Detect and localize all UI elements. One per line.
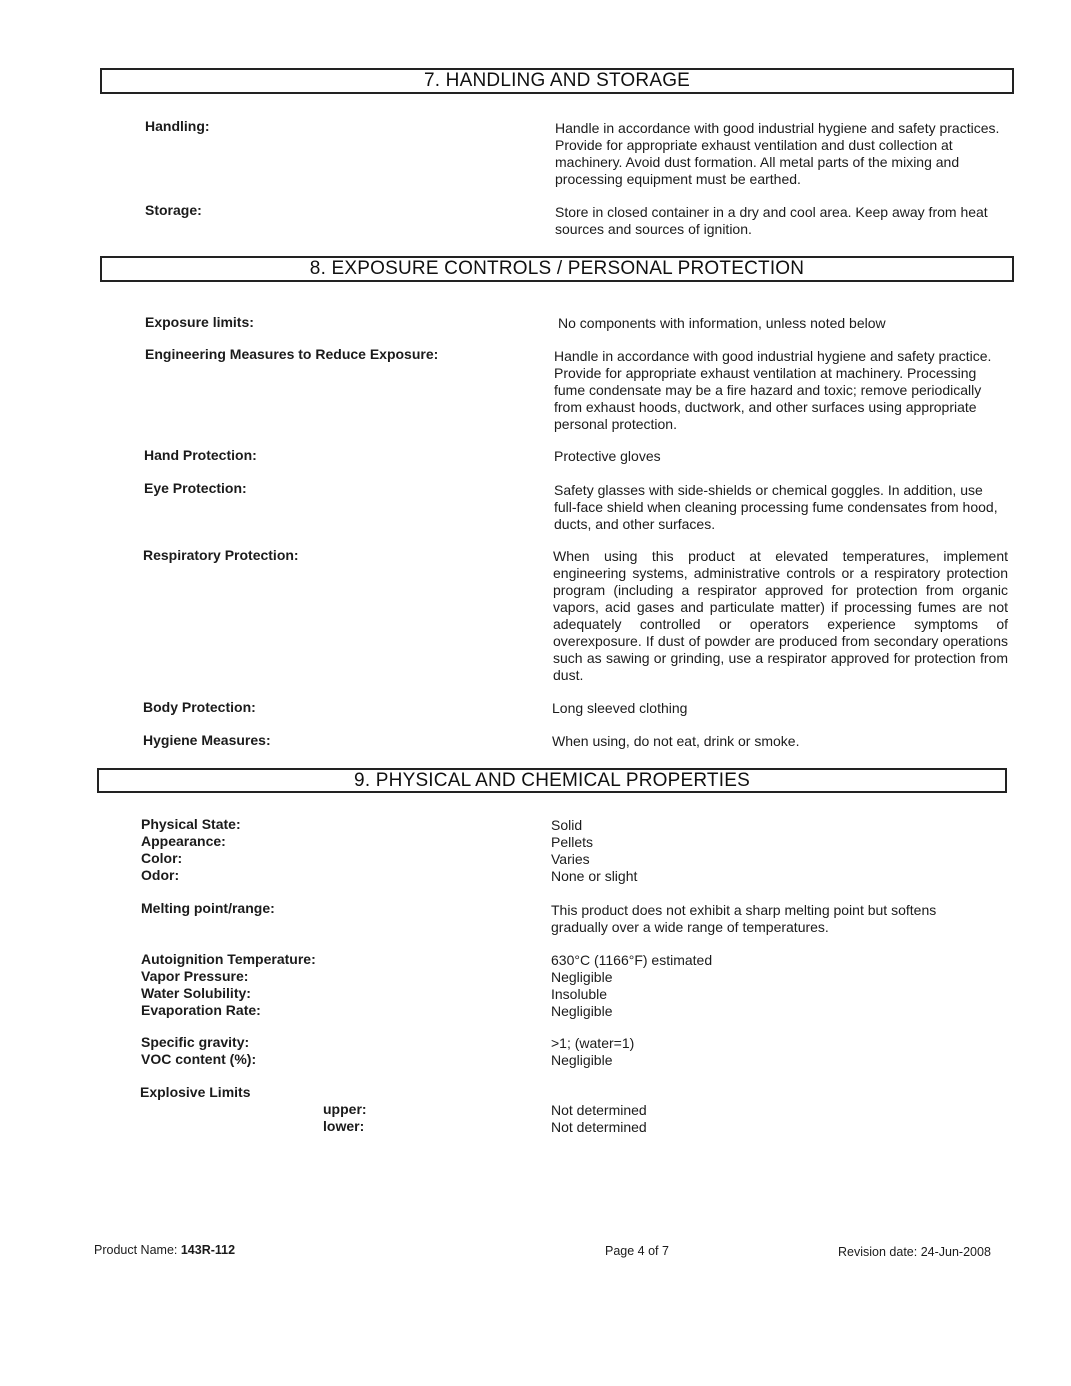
hand-protection-value: Protective gloves [554, 448, 661, 464]
body-protection-label: Body Protection: [143, 699, 256, 715]
melting-point-label: Melting point/range: [141, 900, 275, 916]
footer-product-label: Product Name: [94, 1243, 178, 1257]
footer-revision-date [838, 1245, 991, 1260]
explosive-lower-value: Not determined [551, 1119, 647, 1135]
exposure-limits-value: No components with information, unless noted below [558, 315, 886, 331]
autoignition-label: Autoignition Temperature: [141, 951, 316, 967]
explosive-limits-label: Explosive Limits [140, 1084, 251, 1100]
respiratory-protection-value: When using this product at elevated temperatures, implement engineering systems, administrative controls or a respiratory protection program (including a respirator approved for protection from organic vapors, acid gases and particulate matter) if processing fumes are not adequately controlled or operators experience symptoms of overexposure. If dust of powder are produced from secondary operations such as sawing or grinding, use a respirator approved for protection from dust. [553, 548, 1008, 683]
footer-product-name [94, 1243, 235, 1258]
footer-product-value: 143R-112 [180, 1243, 236, 1257]
voc-content-label: VOC content (%): [141, 1051, 257, 1067]
melting-point-value: This product does not exhibit a sharp melting point but softens gradually over a wide range of temperatures. [551, 902, 937, 935]
eye-protection-value: Safety glasses with side-shields or chemical goggles. In addition, use full-face shield when cleaning processing fume condensates from hood, ducts, and other surfaces. [554, 482, 998, 532]
vapor-pressure-value: Negligible [551, 969, 613, 985]
hand-protection-label: Hand Protection: [144, 447, 257, 463]
respiratory-protection-label: Respiratory Protection: [143, 547, 299, 563]
autoignition-value: 630°C (1166°F) estimated [551, 952, 713, 968]
body-protection-value: Long sleeved clothing [552, 700, 688, 716]
appearance-value: Pellets [551, 834, 594, 850]
odor-value: None or slight [551, 868, 638, 884]
vapor-pressure-label: Vapor Pressure: [141, 968, 249, 984]
evaporation-rate-label: Evaporation Rate: [141, 1002, 261, 1018]
storage-value: Store in closed container in a dry and cool area. Keep away from heat sources and sources of ignition. [555, 204, 988, 237]
appearance-label: Appearance: [141, 833, 226, 849]
physical-state-label: Physical State: [141, 816, 241, 832]
section-7-header: 7. HANDLING AND STORAGE [100, 68, 1014, 94]
hygiene-measures-value: When using, do not eat, drink or smoke. [552, 733, 800, 749]
specific-gravity-label: Specific gravity: [141, 1034, 250, 1050]
section-8-header: 8. EXPOSURE CONTROLS / PERSONAL PROTECTION [100, 256, 1014, 282]
engineering-measures-value: Handle in accordance with good industrial hygiene and safety practice. Provide for appropriate exhaust ventilation at machinery. Processing fume condensate may be a fire hazard and toxic; remove periodically from exhaust hoods, ductwork, and other surfaces using appropriate personal protection. [554, 348, 992, 432]
footer-revision-value: 24-Jun-2008 [920, 1245, 991, 1259]
explosive-lower-label: lower: [323, 1118, 365, 1134]
section-9-header: 9. PHYSICAL AND CHEMICAL PROPERTIES [97, 768, 1007, 793]
handling-label: Handling: [145, 118, 210, 134]
explosive-upper-label: upper: [323, 1101, 367, 1117]
footer-page-number: Page 4 of 7 [605, 1244, 669, 1258]
explosive-upper-value: Not determined [551, 1102, 647, 1118]
color-value: Varies [551, 851, 590, 867]
voc-content-value: Negligible [551, 1052, 613, 1068]
storage-label: Storage: [145, 202, 202, 218]
engineering-measures-label: Engineering Measures to Reduce Exposure: [145, 346, 439, 362]
handling-value: Handle in accordance with good industrial hygiene and safety practices. Provide for appropriate exhaust ventilation and dust collection at machinery. Avoid dust formation. All metal parts of the mixing and processing equipment must be earthed. [555, 120, 1000, 187]
specific-gravity-value: >1; (water=1) [551, 1035, 635, 1051]
hygiene-measures-label: Hygiene Measures: [143, 732, 271, 748]
exposure-limits-label: Exposure limits: [145, 314, 254, 330]
odor-label: Odor: [141, 867, 180, 883]
footer-revision-label: Revision date: [838, 1245, 918, 1259]
evaporation-rate-value: Negligible [551, 1003, 613, 1019]
water-solubility-value: Insoluble [551, 986, 608, 1002]
physical-state-value: Solid [551, 817, 583, 833]
water-solubility-label: Water Solubility: [141, 985, 251, 1001]
eye-protection-label: Eye Protection: [144, 480, 247, 496]
color-label: Color: [141, 850, 183, 866]
